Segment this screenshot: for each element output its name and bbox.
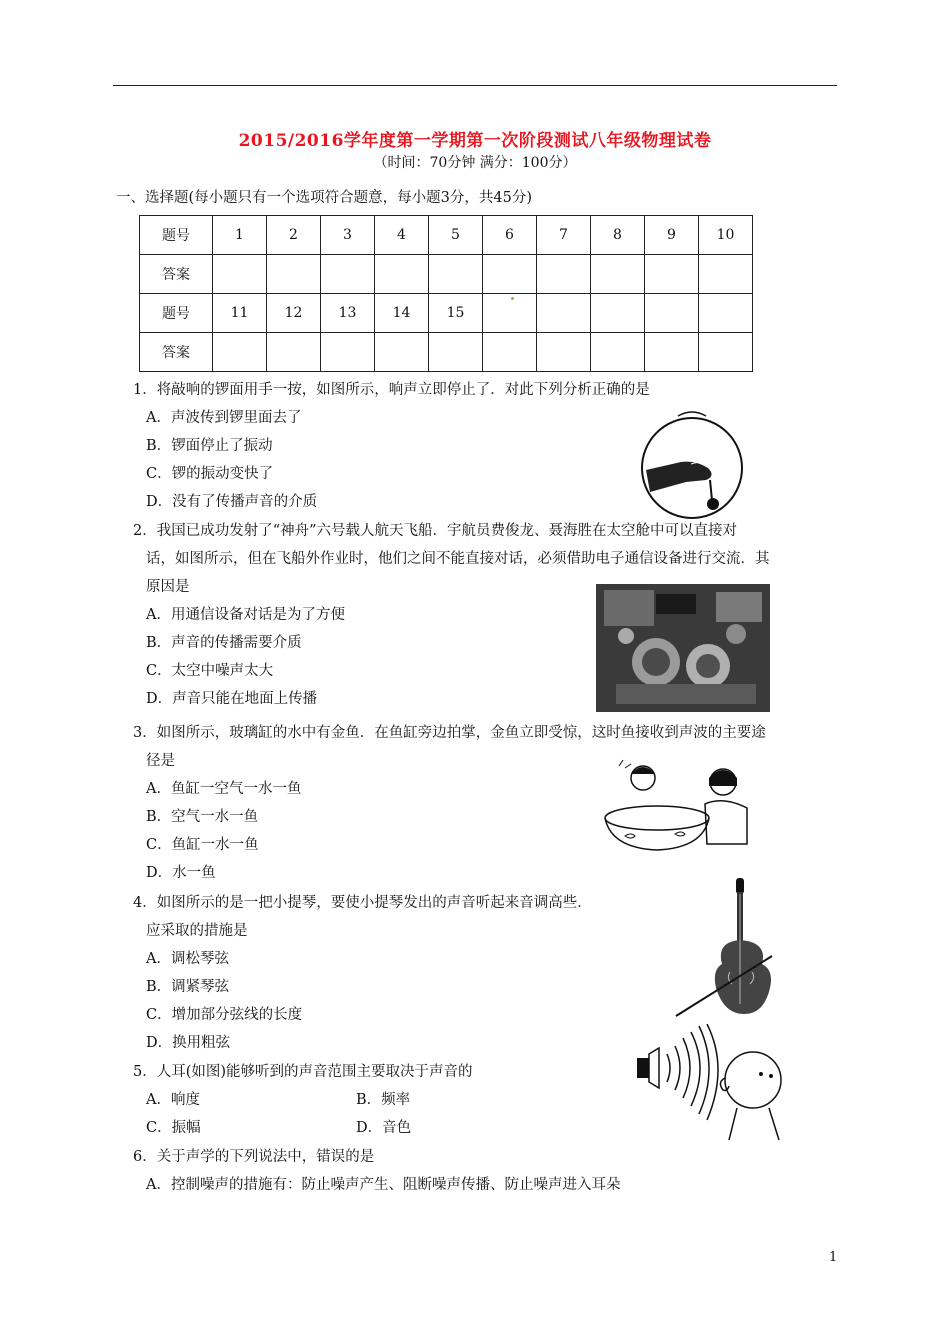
answer-cell[interactable] [321,333,375,372]
table-cell: 6 [483,216,537,255]
question-5-stem: 5．人耳(如图)能够听到的声音范围主要取决于声音的 [133,1064,473,1080]
answer-cell[interactable] [321,255,375,294]
question-1-option-c: C．锣的振动变快了 [146,466,274,482]
question-2-option-a: A．用通信设备对话是为了方便 [146,607,345,623]
answer-cell[interactable] [213,333,267,372]
table-cell [537,294,591,333]
table-cell: 14 [375,294,429,333]
table-cell: 13 [321,294,375,333]
answer-cell[interactable] [645,255,699,294]
table-cell: 3 [321,216,375,255]
header-rule [113,85,837,86]
page-title: 2015/2016学年度第一学期第一次阶段测试八年级物理试卷 [238,131,712,151]
table-row [140,333,753,372]
question-2-stem-line-1: 2．我国已成功发射了“神舟”六号载人航天飞船．宇航员费俊龙、聂海胜在太空舱中可以直接对 [133,523,738,539]
question-3-option-d: D．水一鱼 [146,865,216,881]
table-cell [591,333,645,372]
question-5-option-a: A．响度 [146,1092,200,1108]
answer-cell[interactable] [375,255,429,294]
stray-mark [511,297,514,300]
question-5-option-b: B．频率 [356,1092,411,1108]
answer-cell[interactable] [267,255,321,294]
question-3-option-a: A．鱼缸一空气一水一鱼 [146,781,302,797]
question-5-option-d: D．音色 [356,1120,412,1136]
table-cell: 答案 [140,255,213,294]
table-cell: 1 [213,216,267,255]
question-1-option-a: A．声波传到锣里面去了 [146,410,302,426]
question-3-stem-line-2: 径是 [146,753,175,769]
question-2-option-d: D．声音只能在地面上传播 [146,691,318,707]
table-cell: 9 [645,216,699,255]
fish-tank-figure [597,756,757,860]
table-cell: 题号 [140,216,213,255]
table-cell: 7 [537,216,591,255]
table-cell: 答案 [140,333,213,372]
table-cell: 11 [213,294,267,333]
answer-cell[interactable] [429,333,483,372]
table-cell [699,333,753,372]
answer-cell[interactable] [699,255,753,294]
table-cell: 12 [267,294,321,333]
page-subtitle: （时间：70分钟 满分：100分） [373,155,577,171]
table-cell [537,333,591,372]
table-cell [483,333,537,372]
table-cell: 4 [375,216,429,255]
ear-sound-figure [633,1024,787,1142]
table-row [140,294,753,333]
violin-figure [672,876,782,1020]
table-cell: 2 [267,216,321,255]
table-row [140,216,753,255]
question-6-option-a: A．控制噪声的措施有：防止噪声产生、阻断噪声传播、防止噪声进入耳朵 [146,1177,621,1193]
question-2-stem-line-3: 原因是 [146,579,190,595]
question-3-stem-line-1: 3．如图所示，玻璃缸的水中有金鱼．在鱼缸旁边拍掌，金鱼立即受惊，这时鱼接收到声波的主要途 [133,725,766,741]
astronaut-photo [596,584,770,712]
question-4-stem-line-2: 应采取的措施是 [146,923,248,939]
table-row [140,255,753,294]
table-cell [645,333,699,372]
question-2-stem-line-2: 话，如图所示，但在飞船外作业时，他们之间不能直接对话，必须借助电子通信设备进行交流．其 [146,551,770,567]
question-4-option-d: D．换用粗弦 [146,1035,231,1051]
question-1-stem: 1．将敲响的锣面用手一按，如图所示，响声立即停止了．对此下列分析正确的是 [133,382,650,398]
table-cell: 10 [699,216,753,255]
question-5-option-c: C．振幅 [146,1120,201,1136]
question-3-option-b: B．空气一水一鱼 [146,809,259,825]
answer-cell[interactable] [429,255,483,294]
table-cell: 15 [429,294,483,333]
table-cell: 8 [591,216,645,255]
question-3-option-c: C．鱼缸一水一鱼 [146,837,259,853]
answer-cell[interactable] [483,255,537,294]
table-cell [699,294,753,333]
answer-table [139,215,753,372]
answer-cell[interactable] [213,255,267,294]
table-cell [645,294,699,333]
section-heading: 一、选择题(每小题只有一个选项符合题意，每小题3分，共45分) [116,190,532,206]
question-2-option-b: B．声音的传播需要介质 [146,635,302,651]
gong-figure [636,410,748,522]
table-cell: 5 [429,216,483,255]
table-cell [483,294,537,333]
question-4-option-c: C．增加部分弦线的长度 [146,1007,303,1023]
question-2-option-c: C．太空中噪声太大 [146,663,274,679]
answer-cell[interactable] [537,255,591,294]
question-6-stem: 6．关于声学的下列说法中，错误的是 [133,1149,375,1165]
answer-cell[interactable] [267,333,321,372]
table-cell [591,294,645,333]
question-4-stem-line-1: 4．如图所示的是一把小提琴，要使小提琴发出的声音听起来音调高些． [133,895,592,911]
question-1-option-d: D．没有了传播声音的介质 [146,494,318,510]
question-4-option-b: B．调紧琴弦 [146,979,230,995]
table-cell: 题号 [140,294,213,333]
answer-cell[interactable] [375,333,429,372]
question-1-option-b: B．锣面停止了振动 [146,438,273,454]
answer-cell[interactable] [591,255,645,294]
question-4-option-a: A．调松琴弦 [146,951,229,967]
page-number: 1 [829,1250,838,1265]
